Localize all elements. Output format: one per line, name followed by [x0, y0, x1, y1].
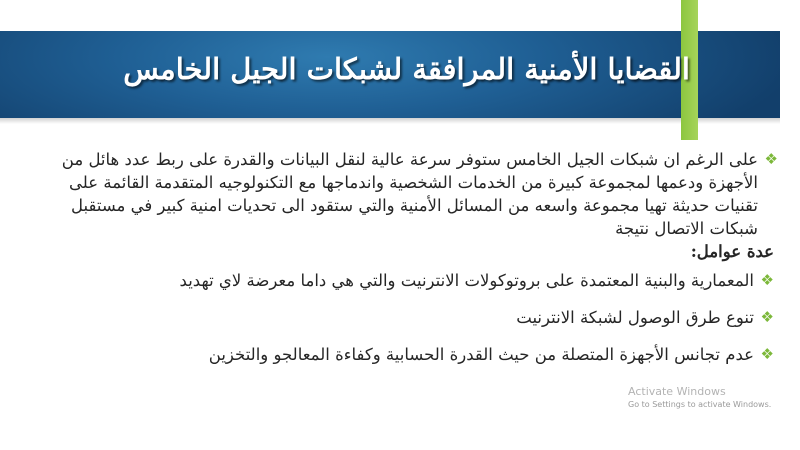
list-item: [34, 306, 774, 330]
list-item-text: عدم تجانس الأجهزة المتصلة من حيث القدرة الحسابية وكفاءة المعالجو والتخزين: [208, 345, 754, 364]
watermark-subtitle: Go to Settings to activate Windows.: [628, 400, 772, 409]
list-item: [34, 269, 774, 293]
intro-paragraph: [34, 148, 778, 240]
intro-paragraph-text: على الرغم ان شبكات الجيل الخامس ستوفر سرعة عالية لنقل البيانات والقدرة على ربط عدد هائل من الأجهزة ودعمها لمجموعة كبيرة من الخدمات الشخصية واندماجها مع التكنولوجيه المتقدمة القائمة على تقنيات حديثة تهيا مجموعة واسعه من المسائل الأمنية والتي ستقود الى تحديات امنية كبير في مستقبل شبكات الاتصال نتيجة: [61, 150, 758, 238]
list-item-text: تنوع طرق الوصول لشبكة الانترنيت: [516, 308, 754, 327]
slide-title: القضايا الأمنية المرافقة لشبكات الجيل الخامس: [123, 52, 690, 86]
list-item: [34, 343, 774, 367]
diamond-bullet-icon: ❖: [760, 308, 774, 326]
slide-content: [34, 148, 778, 380]
diamond-bullet-icon: ❖: [764, 150, 778, 168]
activation-watermark: [628, 385, 796, 410]
watermark-title: Activate Windows: [628, 385, 726, 398]
diamond-bullet-icon: ❖: [760, 271, 774, 289]
list-item-text: المعمارية والبنية المعتمدة على بروتوكولات الانترنيت والتي هي داما معرضة لاي تهديد: [179, 271, 754, 290]
factors-label: عدة عوامل:: [690, 242, 774, 261]
diamond-bullet-icon: ❖: [760, 345, 774, 363]
